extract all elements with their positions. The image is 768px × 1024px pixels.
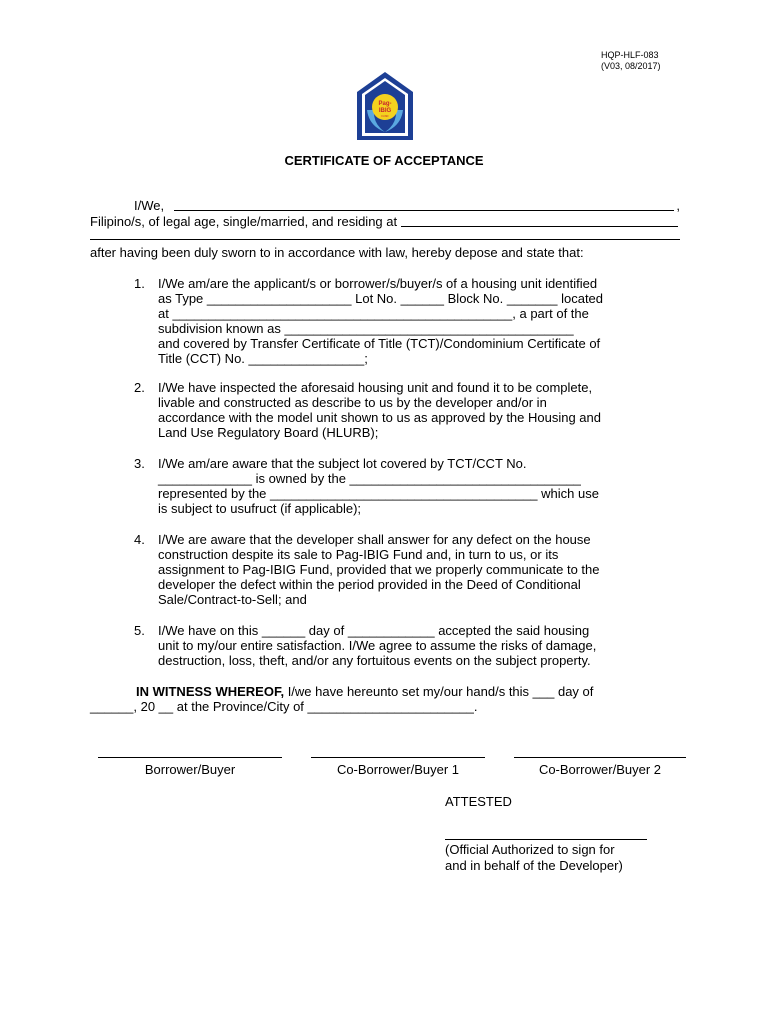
signature-label: Borrower/Buyer [144, 762, 236, 777]
form-version: (V03, 08/2017) [601, 61, 661, 71]
item-3 [90, 456, 680, 516]
intro-line-1 [90, 198, 680, 213]
signature-line[interactable] [514, 756, 686, 758]
item-line: I/We have inspected the aforesaid housing unit and found it to be complete, [158, 380, 593, 395]
item-1 [90, 276, 680, 366]
witness-text: I/we have hereunto set my/our hand/s this ___ day of [287, 684, 594, 699]
logo-text-bottom: IBIG [378, 108, 392, 114]
item-number: 4. [134, 532, 145, 547]
official-signature[interactable] [445, 838, 647, 874]
item-line: at _______________________________________________, a part of the [158, 306, 589, 321]
item-line: Sale/Contract-to-Sell; and [158, 592, 307, 607]
item-line: unit to my/our entire satisfaction. I/We agree to assume the risks of damage, [158, 638, 597, 653]
item-line: developer the defect within the period provided in the Deed of Conditional [158, 577, 581, 592]
item-number: 1. [134, 276, 145, 291]
intro-line-3 [90, 228, 680, 240]
item-line: livable and constructed as describe to us by the developer and/or in [158, 395, 547, 410]
item-line: Land Use Regulatory Board (HLURB); [158, 425, 379, 440]
item-line: destruction, loss, theft, and/or any fortuitous events on the subject property. [158, 653, 591, 668]
form-code: HQP-HLF-083 [601, 50, 659, 60]
name-blank[interactable] [174, 199, 674, 211]
document-title: CERTIFICATE OF ACCEPTANCE [284, 153, 484, 168]
witness-bold: IN WITNESS WHEREOF, [136, 684, 285, 699]
item-line: _____________ is owned by the ________________________________ [158, 471, 581, 486]
logo-text-small: FUND [381, 115, 389, 118]
item-line: I/We am/are aware that the subject lot covered by TCT/CCT No. [158, 456, 527, 471]
form-code-block [601, 50, 661, 72]
signature-co-borrower-1[interactable] [311, 756, 485, 777]
attested-label: ATTESTED [445, 794, 512, 809]
signature-label: Co-Borrower/Buyer 1 [336, 762, 460, 777]
official-label-2: and in behalf of the Developer) [445, 858, 623, 873]
item-4 [90, 532, 680, 607]
witness-line-2: ______, 20 __ at the Province/City of _______________________. [90, 699, 478, 714]
item-line: subdivision known as ________________________________________ [158, 321, 574, 336]
item-line: I/We have on this ______ day of ____________ accepted the said housing [158, 623, 590, 638]
intro-line-2 [90, 214, 680, 229]
item-5 [90, 623, 680, 668]
item-line: assignment to Pag-IBIG Fund, provided that we properly communicate to the [158, 562, 600, 577]
logo-text-top: Pag- [378, 101, 392, 107]
item-line: I/We am/are the applicant/s or borrower/s/buyer/s of a housing unit identified [158, 276, 598, 291]
item-2 [90, 380, 680, 440]
iwe-comma: , [676, 198, 680, 213]
item-line: represented by the _____________________________________ which use [158, 486, 599, 501]
item-line: Title (CCT) No. ________________; [158, 351, 368, 366]
signature-borrower[interactable] [98, 756, 282, 777]
item-number: 3. [134, 456, 145, 471]
residing-label: Filipino/s, of legal age, single/married, and residing at [90, 214, 398, 229]
address-blank[interactable] [401, 215, 678, 227]
item-line: construction despite its sale to Pag-IBIG Fund and, in turn to us, or its [158, 547, 559, 562]
item-line: is subject to usufruct (if applicable); [158, 501, 362, 516]
item-number: 2. [134, 380, 145, 395]
item-line: accordance with the model unit shown to us as approved by the Housing and [158, 410, 601, 425]
address-blank-2[interactable] [90, 228, 680, 240]
signature-line[interactable] [311, 756, 485, 758]
official-label-1: (Official Authorized to sign for [445, 842, 615, 857]
signature-co-borrower-2[interactable] [514, 756, 686, 777]
sworn-statement: after having been duly sworn to in accordance with law, hereby depose and state that: [90, 245, 584, 260]
signature-line[interactable] [98, 756, 282, 758]
item-line: I/We are aware that the developer shall answer for any defect on the house [158, 532, 591, 547]
item-line: as Type ____________________ Lot No. ______ Block No. _______ located [158, 291, 604, 306]
witness-clause [90, 684, 680, 714]
item-line: and covered by Transfer Certificate of Title (TCT)/Condominium Certificate of [158, 336, 601, 351]
item-number: 5. [134, 623, 145, 638]
iwe-label: I/We, [134, 198, 165, 213]
pag-ibig-logo [354, 70, 416, 142]
official-signature-line[interactable] [445, 838, 647, 840]
signature-label: Co-Borrower/Buyer 2 [538, 762, 662, 777]
